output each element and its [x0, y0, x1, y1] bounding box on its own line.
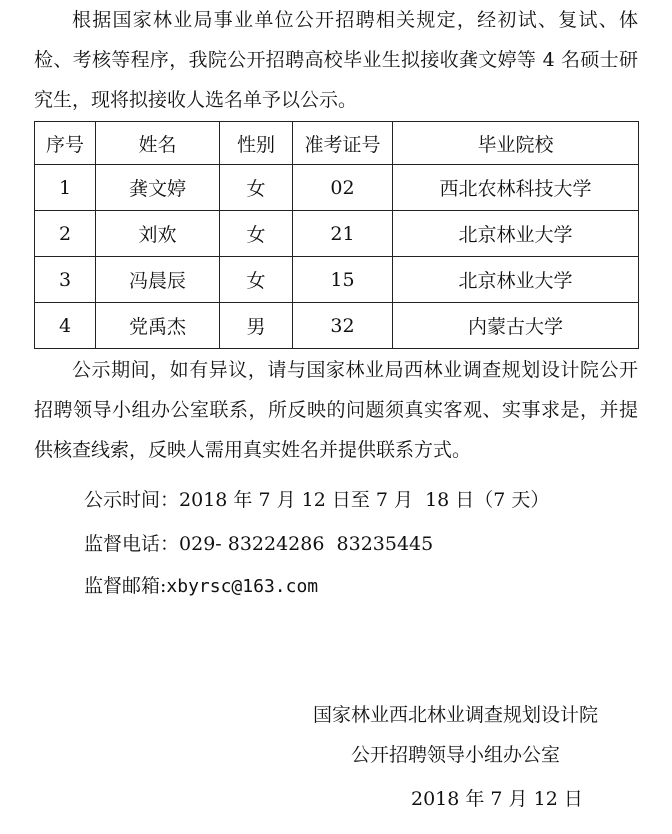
- phone-line: [84, 529, 433, 559]
- email-line: [84, 571, 318, 602]
- cell-exam-number: 21: [293, 211, 393, 257]
- cell-name: 党禹杰: [96, 303, 220, 349]
- notice-time-value: 2018 年 7 月 12 日至 7 月 18 日（7 天）: [179, 489, 550, 511]
- signature-office: 公开招聘领导小组办公室: [351, 744, 561, 766]
- cell-name: 龚文婷: [96, 165, 220, 211]
- cell-school: 北京林业大学: [393, 211, 639, 257]
- table-row: [35, 211, 639, 257]
- cell-name: 冯晨辰: [96, 257, 220, 303]
- cell-gender: 男: [220, 303, 293, 349]
- header-index: 序号: [35, 122, 96, 165]
- cell-index: 2: [35, 211, 96, 257]
- cell-index: 1: [35, 165, 96, 211]
- cell-exam-number: 32: [293, 303, 393, 349]
- table-row: [35, 303, 639, 349]
- header-exam-number: 准考证号: [293, 122, 393, 165]
- phone-label: 监督电话：: [84, 533, 180, 555]
- header-gender: 性别: [220, 122, 293, 165]
- candidate-table: [34, 121, 639, 349]
- cell-school: 西北农林科技大学: [393, 165, 639, 211]
- intro-paragraph: 根据国家林业局事业单位公开招聘相关规定，经初试、复试、体检、考核等程序，我院公开招聘高校毕业生拟接收龚文婷等 4 名硕士研究生，现将拟接收人选名单予以公示。: [34, 9, 638, 111]
- cell-gender: 女: [220, 257, 293, 303]
- table-row: [35, 165, 639, 211]
- objection-paragraph: 公示期间，如有异议，请与国家林业局西林业调查规划设计院公开招聘领导小组办公室联系，所反映的问题须真实客观、实事求是，并提供核查线索，反映人需用真实姓名并提供联系方式。: [34, 359, 638, 461]
- table-row: [35, 257, 639, 303]
- cell-index: 4: [35, 303, 96, 349]
- phone-value: 029- 83224286 83235445: [179, 533, 434, 555]
- cell-exam-number: 02: [293, 165, 393, 211]
- header-school: 毕业院校: [393, 122, 639, 165]
- cell-exam-number: 15: [293, 257, 393, 303]
- cell-gender: 女: [220, 165, 293, 211]
- cell-school: 内蒙古大学: [393, 303, 639, 349]
- email-value: xbyrsc@163.com: [166, 576, 319, 597]
- cell-name: 刘欢: [96, 211, 220, 257]
- cell-gender: 女: [220, 211, 293, 257]
- header-name: 姓名: [96, 122, 220, 165]
- notice-time-line: [84, 485, 549, 515]
- signature-date: 2018 年 7 月 12 日: [411, 788, 583, 810]
- notice-time-label: 公示时间：: [84, 489, 180, 511]
- signature-organization: 国家林业西北林业调查规划设计院: [313, 704, 599, 726]
- cell-school: 北京林业大学: [393, 257, 639, 303]
- table-header-row: [35, 122, 639, 165]
- cell-index: 3: [35, 257, 96, 303]
- email-label: 监督邮箱:: [84, 575, 167, 597]
